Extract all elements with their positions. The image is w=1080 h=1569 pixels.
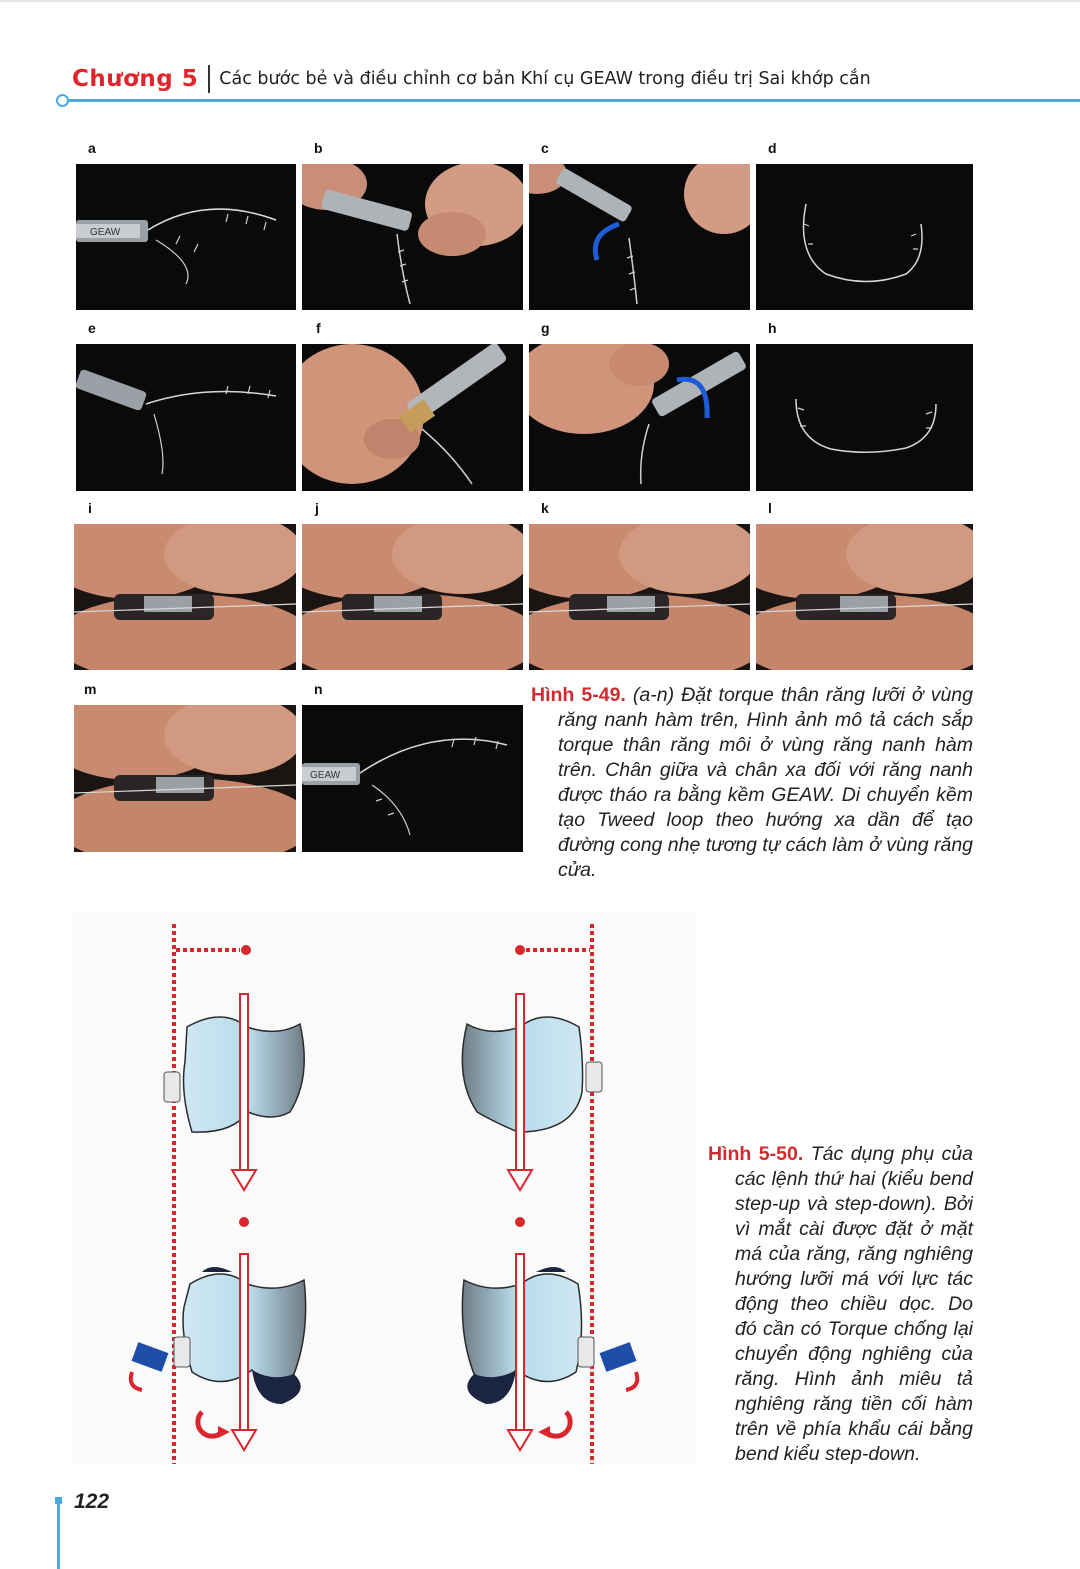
- footer-bar-dot: [55, 1497, 62, 1504]
- panel-label-n: n: [314, 681, 323, 697]
- panel-label-g: g: [541, 320, 550, 336]
- figure-5-50-diagram: [72, 912, 696, 1464]
- panel-label-i: i: [88, 500, 92, 516]
- panel-label-f: f: [316, 320, 321, 336]
- page-number: 122: [74, 1490, 110, 1513]
- photo-e: [76, 344, 296, 491]
- photo-f: [302, 344, 523, 491]
- photo-h: [756, 344, 973, 491]
- chapter-title: Các bước bẻ và điều chỉnh cơ bản Khí cụ GEAW trong điều trị Sai khớp cắn: [219, 69, 871, 89]
- caption-5-49: [531, 683, 974, 883]
- photo-c: [529, 164, 750, 310]
- photo-i: [74, 524, 296, 670]
- caption-5-50-label: Hình 5-50.: [708, 1143, 804, 1165]
- photo-b: [302, 164, 523, 310]
- panel-label-a: a: [88, 140, 96, 156]
- header-rule: [64, 99, 1080, 102]
- caption-5-50-text: Tác dụng phụ của các lệnh thứ hai (kiểu bend step-up và step-down). Bởi vì mắt cài được đặt ở mặt má của răng, răng nghiêng hướng lưỡi má với lực tác động theo chiều dọc. Do đó cần có Torque chống lại chuyển động nghiêng của răng. Hình ảnh miêu tả nghiêng răng tiền cối hàm trên về phía khẩu cái bằng bend kiểu step-down.: [735, 1143, 974, 1465]
- panel-label-b: b: [314, 140, 323, 156]
- photo-l: [756, 524, 973, 670]
- top-border: [0, 0, 1080, 2]
- caption-5-49-text: (a-n) Đặt torque thân răng lưỡi ở vùng răng nanh hàm trên, Hình ảnh mô tả cách sắp torque thân răng môi ở vùng răng nanh hàm trên. Chân giữa và chân xa đối với răng nanh được tháo ra bằng kềm GEAW. Di chuyển kềm tạo Tweed loop theo hướng xa dần để tạo đường cong nhẹ tương tự cách làm ở vùng răng cửa.: [558, 684, 974, 881]
- plier-engraving: GEAW: [310, 770, 341, 781]
- chapter-header: [72, 62, 871, 96]
- panel-label-l: l: [768, 500, 772, 516]
- photo-k: [529, 524, 750, 670]
- header-separator: [208, 65, 210, 93]
- photo-d: [756, 164, 973, 310]
- photo-n: [302, 705, 523, 852]
- header-rule-dot: [56, 94, 69, 107]
- photo-m: [74, 705, 296, 852]
- panel-label-j: j: [315, 500, 319, 516]
- panel-label-d: d: [768, 140, 777, 156]
- caption-5-50: [708, 1142, 974, 1467]
- photo-j: [302, 524, 523, 670]
- caption-5-49-label: Hình 5-49.: [531, 684, 626, 706]
- panel-label-m: m: [84, 681, 97, 697]
- panel-label-e: e: [88, 320, 96, 336]
- panel-label-h: h: [768, 320, 777, 336]
- photo-g: [529, 344, 750, 491]
- plier-engraving: GEAW: [90, 227, 121, 238]
- footer-bar: [57, 1500, 60, 1569]
- panel-label-k: k: [541, 500, 549, 516]
- photo-a: [76, 164, 296, 310]
- chapter-label: Chương 5: [72, 66, 199, 92]
- panel-label-c: c: [541, 140, 549, 156]
